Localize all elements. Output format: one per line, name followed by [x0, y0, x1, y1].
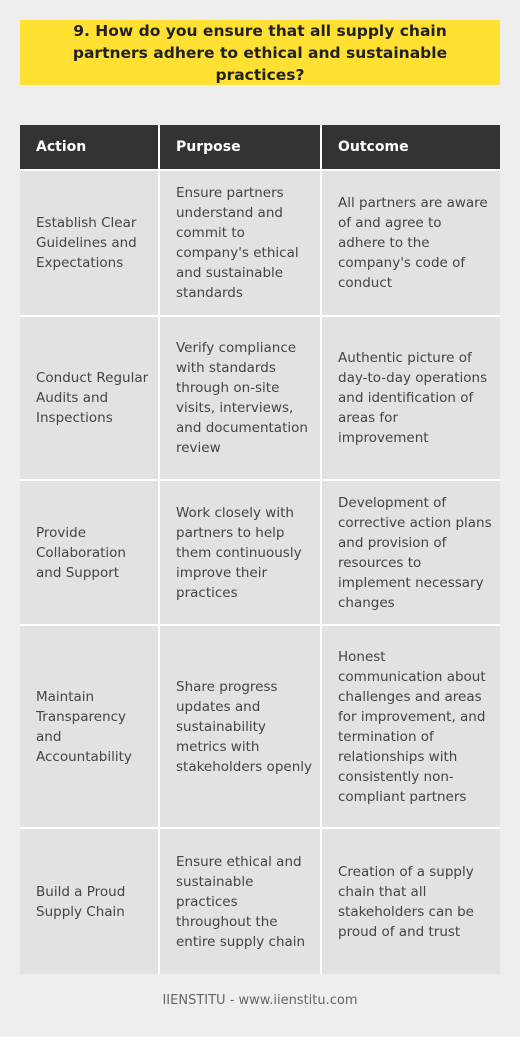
column-header-purpose: Purpose: [159, 125, 321, 170]
purpose-cell: Work closely with partners to help them continuously improve their practices: [159, 480, 321, 625]
purpose-cell: Ensure ethical and sustainable practices throughout the entire supply chain: [159, 828, 321, 974]
action-cell: Conduct Regular Audits and Inspections: [20, 316, 159, 480]
action-cell: Maintain Transparency and Accountability: [20, 625, 159, 828]
table-row: [20, 316, 500, 480]
outcome-cell: Creation of a supply chain that all stakeholders can be proud of and trust: [321, 828, 500, 974]
footer-credit: IIENSTITU - www.iienstitu.com: [162, 993, 358, 1008]
outcome-cell: Development of corrective action plans and provision of resources to implement necessary changes: [321, 480, 500, 625]
practices-table: [20, 125, 500, 974]
table-row: [20, 828, 500, 974]
column-header-outcome: Outcome: [321, 125, 500, 170]
purpose-cell: Share progress updates and sustainability metrics with stakeholders openly: [159, 625, 321, 828]
page-title: 9. How do you ensure that all supply chain partners adhere to ethical and sustainable practices?: [20, 20, 500, 85]
table-row: [20, 170, 500, 316]
outcome-cell: Authentic picture of day-to-day operations and identification of areas for improvement: [321, 316, 500, 480]
table-row: [20, 480, 500, 625]
purpose-cell: Ensure partners understand and commit to company's ethical and sustainable standards: [159, 170, 321, 316]
action-cell: Establish Clear Guidelines and Expectations: [20, 170, 159, 316]
table-header-row: [20, 125, 500, 170]
purpose-cell: Verify compliance with standards through on-site visits, interviews, and documentation review: [159, 316, 321, 480]
action-cell: Build a Proud Supply Chain: [20, 828, 159, 974]
column-header-action: Action: [20, 125, 159, 170]
action-cell: Provide Collaboration and Support: [20, 480, 159, 625]
outcome-cell: All partners are aware of and agree to adhere to the company's code of conduct: [321, 170, 500, 316]
table-row: [20, 625, 500, 828]
outcome-cell: Honest communication about challenges and areas for improvement, and termination of relationships with consistently non-compliant partners: [321, 625, 500, 828]
